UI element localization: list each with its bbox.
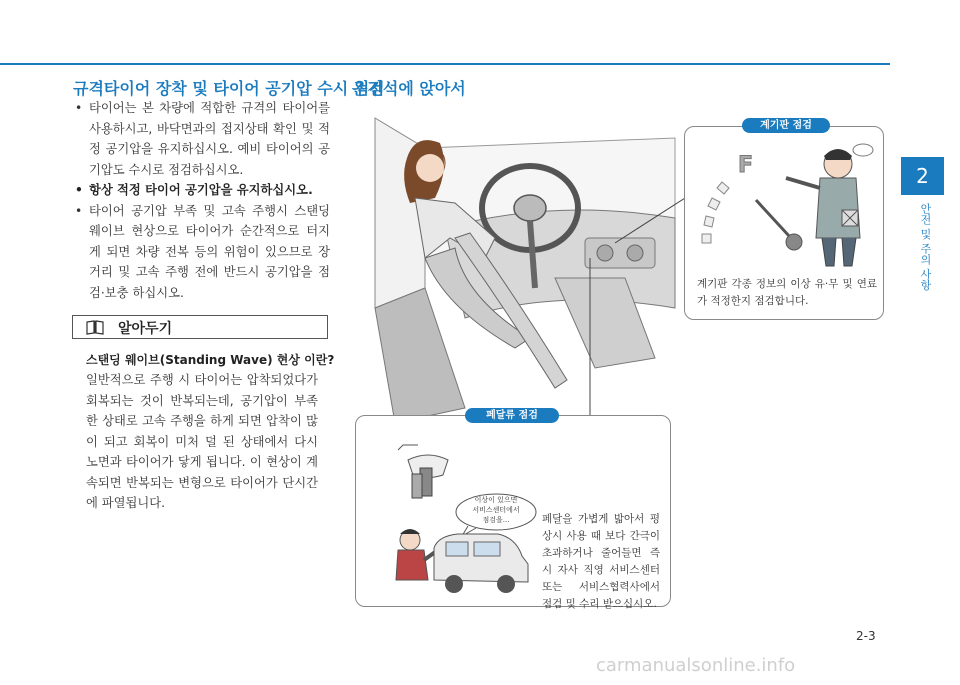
bullet-item: • 타이어는 본 차량에 적합한 규격의 타이어를 사용하시고, 바닥면과의 접지상태 확인 및 적정 공기압을 유지하십시오. 예비 타이어의 공기압도 수시로 점검하십시오. (72, 98, 330, 180)
gauge-letter-f: F (738, 153, 754, 178)
note-question: 스탠딩 웨이브(Standing Wave) 현상 이란? (86, 353, 335, 367)
section-title-driver-seat: 운전석에 앉아서 (352, 79, 466, 98)
book-icon (86, 320, 104, 335)
note-body (86, 350, 335, 514)
chapter-label: 안전 및 주의 사항 (919, 203, 932, 291)
chapter-tab: 2 (901, 157, 944, 195)
speech-bubble-line: 이상이 있으면 (474, 496, 518, 504)
bullet-item: • 타이어 공기압 부족 및 고속 주행시 스탠딩 웨이브 현상으로 타이어가 순간적으로 터지게 되면 차량 전복 등의 위험이 있으므로 장거리 및 고속 주행 전에 반드시 공기압을 점검·보충 하십시오. (72, 201, 330, 304)
note-title: 알아두기 (118, 321, 173, 337)
callout-tag-gauge: 계기판 점검 (742, 118, 830, 133)
pedal-mechanic-illustration (388, 440, 548, 600)
driver-illustration (355, 108, 685, 428)
fuel-gauge-mechanic-illustration (698, 142, 878, 270)
note-header-box (72, 315, 328, 339)
callout-tag-pedal: 페달류 점검 (465, 408, 559, 423)
callout-gauge-text: 계기판 각종 정보의 이상 유·무 및 연료가 적정한지 점검합니다. (697, 278, 877, 307)
note-answer: 일반적으로 주행 시 타이어는 압착되었다가 회복되는 것이 반복되는데, 공기압이 부족한 상태로 고속 주행을 하게 되면 압착이 많이 되고 회복이 미처 덜 된 상태에서 다시 노면과 타이어가 닿게 됩니다. 이 현상이 계속되면 반복되는 변형으로 타이어가 단시간에 파열됩니다. (86, 373, 318, 510)
header-rule (0, 63, 890, 65)
watermark: carmanualsonline.info (596, 655, 796, 676)
speech-bubble-line: 서비스센터에서 (472, 506, 520, 514)
speech-bubble-line: 점검을... (482, 516, 510, 524)
callout-pedal-text: 페달을 가볍게 밟아서 평상시 사용 때 보다 간극이 초과하거나 줄어들면 즉시 자사 직영 서비스센터 또는 서비스협력사에서 점검 및 수리 받으십시오. (542, 513, 660, 610)
section-title-tire-check: 규격타이어 장착 및 타이어 공기압 수시 점검 (73, 79, 385, 98)
bullet-item-emphasis: • 항상 적정 타이어 공기압을 유지하십시오. (72, 180, 330, 201)
page-number: 2-3 (856, 629, 876, 643)
tire-bullet-list (72, 98, 330, 303)
